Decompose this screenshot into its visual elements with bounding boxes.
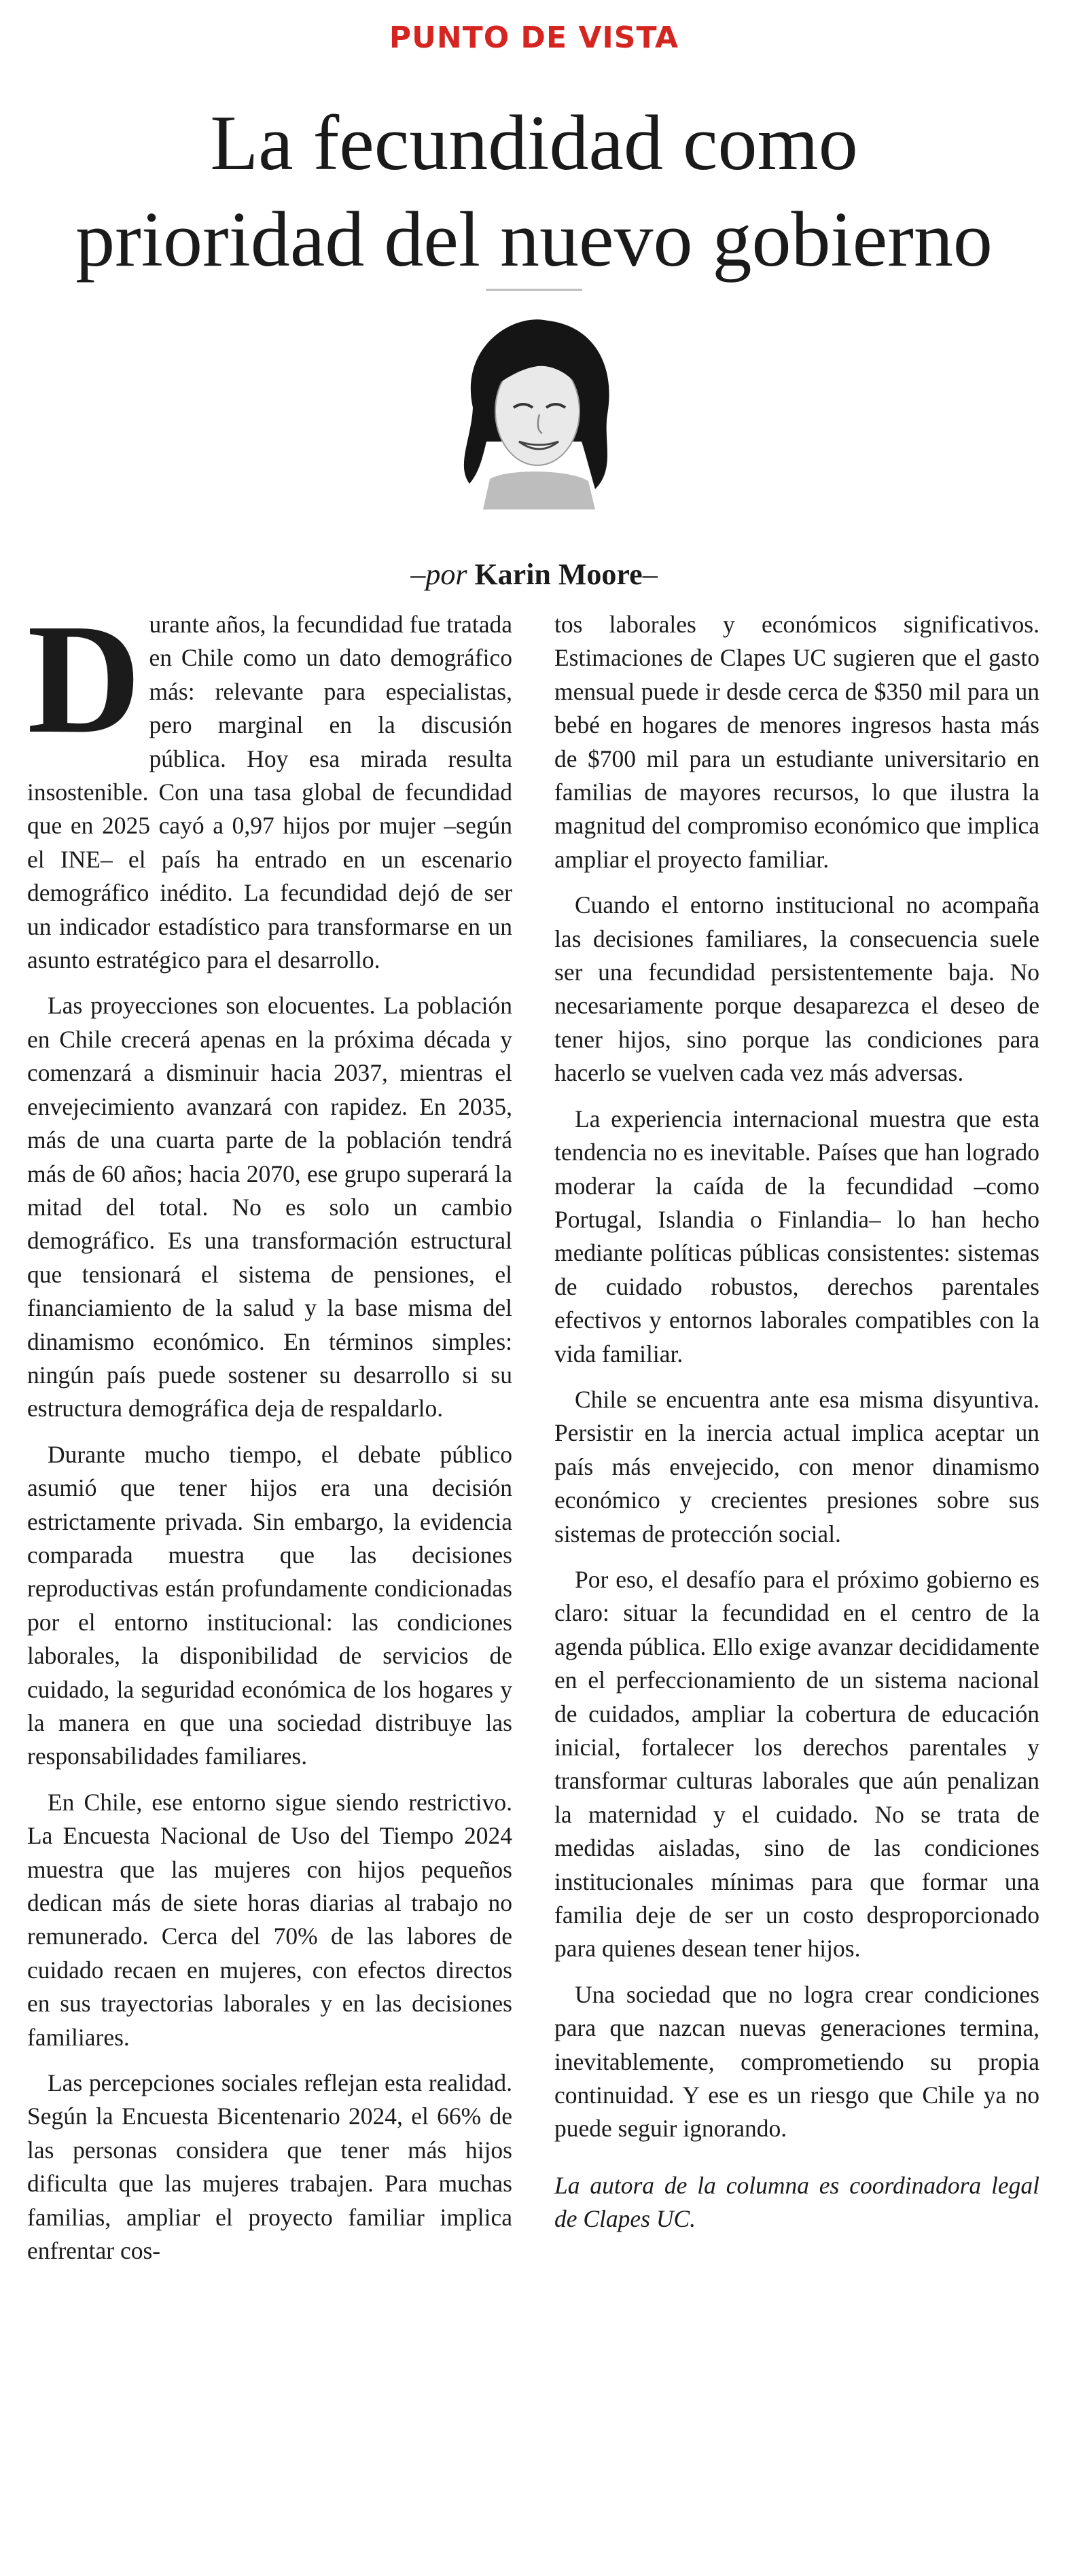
article-paragraph: Chile se encuentra ante esa misma disyuntiva. Persistir en la inercia actual implica aceptar un país más envejecido, con menor dinamismo económico y crecientes presiones sobre sus sistemas de protección social. [554, 1385, 1039, 1548]
article-paragraph: Durante mucho tiempo, el debate público asumió que tener hijos era una decisión estrictamente privada. Sin embargo, la evidencia comparada muestra que las decisiones reproductivas están profundamente condicionadas por el entorno institucional: las condiciones laborales, la disponibilidad de servicios de cuidado, la seguridad económica de los hogares y la manera en que una sociedad distribuye las responsabilidades familiares. [27, 1440, 512, 1770]
article-paragraph: Una sociedad que no logra crear condiciones para que nazcan nuevas generaciones termina, inevitablemente, comprometiendo su propia continuidad. Y ese es un riesgo que Chile ya no puede seguir ignorando. [554, 1980, 1039, 2143]
headline-line-2: prioridad del nuevo gobierno [75, 196, 993, 283]
headline-line-1: La fecundidad como [210, 100, 858, 187]
article-paragraph: Las proyecciones son elocuentes. La población en Chile crecerá apenas en la próxima década y comenzará a disminuir hacia 2037, mientras el envejecimiento avanzará con rapidez. En 2035, más de una cuarta parte de la población tendrá más de 60 años; hacia 2070, ese grupo superará la mitad del total. No es solo un cambio demográfico. Es una transformación estructural que tensionará el sistema de pensiones, el financiamiento de la salud y la base misma del dinamismo económico. En términos simples: ningún país puede sostener su desarrollo si su estructura demográfica deja de respaldarlo. [27, 992, 512, 1423]
byline [0, 557, 1068, 592]
article-paragraph: Durante años, la fecundidad fue tratada en Chile como un dato demográfico más: relevante para especialistas, pero marginal en la discusión pública. Hoy esa mirada resulta insostenible. Con una tasa global de fecundidad que en 2025 cayó a 0,97 hijos por mujer –según el INE– el país ha entrado en un escenario demográfico inédito. La fecundidad dejó de ser un indicador estadístico para transformarse en un asunto estratégico para el desarrollo. [27, 592, 512, 974]
article-body [27, 592, 1039, 2558]
drop-cap: D [27, 592, 141, 766]
headline [0, 95, 1068, 288]
portrait-shoulders [483, 471, 595, 509]
article-paragraph: Las percepciones sociales reflejan esta realidad. Según la Encuesta Bicentenario 2024, el 66% de las personas considera que tener más hijos dificulta que las mujeres trabajen. Para muchas familias, ampliar el proyecto familiar implica enfrentar cos- [27, 2069, 512, 2265]
article-column-2 [554, 608, 1039, 2558]
headline-divider [486, 289, 582, 291]
author-portrait [432, 306, 636, 509]
author-note: La autora de la columna es coordinadora legal de Clapes UC. [554, 2171, 1039, 2233]
article-paragraph: Por eso, el desafío para el próximo gobierno es claro: situar la fecundidad en el centro de la agenda pública. Ello exige avanzar decididamente en el perfeccionamiento de un sistema nacional de cuidados, ampliar la cobertura de educación inicial, fortalecer los derechos parentales y transformar culturas laborales que aún penalizan la maternidad y el cuidado. No se trata de medidas aisladas, sino de las condiciones institucionales mínimas para que formar una familia deje de ser un costo desproporcionado para quienes desean tener hijos. [554, 1565, 1039, 1963]
article-paragraph: En Chile, ese entorno sigue siendo restrictivo. La Encuesta Nacional de Uso del Tiempo 2024 muestra que las mujeres con hijos pequeños dedican más de siete horas diarias al trabajo no remunerado. Cerca del 70% de las labores de cuidado recaen en mujeres, con efectos directos en sus trayectorias laborales y en las decisiones familiares. [27, 1788, 512, 2051]
article-paragraph: La experiencia internacional muestra que esta tendencia no es inevitable. Países que han logrado moderar la caída de la fecundidad –como Portugal, Islandia o Finlandia– lo han hecho mediante políticas públicas consistentes: sistemas de cuidado robustos, derechos parentales efectivos y entornos laborales compatibles con la vida familiar. [554, 1105, 1039, 1367]
byline-author: Karin Moore [474, 558, 643, 591]
section-label: PUNTO DE VISTA [389, 20, 679, 55]
byline-dash-close: – [642, 558, 658, 591]
byline-prefix: por [425, 558, 467, 591]
byline-dash-open: – [410, 558, 426, 591]
article-column-1 [27, 592, 512, 2558]
article-paragraph: tos laborales y económicos significativos. Estimaciones de Clapes UC sugieren que el gasto mensual puede ir desde cerca de $350 mil para un bebé en hogares de menores ingresos hasta más de $700 mil para un estudiante universitario en familias de mayores recursos, lo que ilustra la magnitud del compromiso económico que implica ampliar el proyecto familiar. [554, 611, 1039, 873]
article-paragraph: Cuando el entorno institucional no acompaña las decisiones familiares, la consecuencia suele ser una fecundidad persistentemente baja. No necesariamente porque desaparezca el deseo de tener hijos, sino porque las condiciones para hacerlo se vuelven cada vez más adversas. [554, 891, 1039, 1087]
